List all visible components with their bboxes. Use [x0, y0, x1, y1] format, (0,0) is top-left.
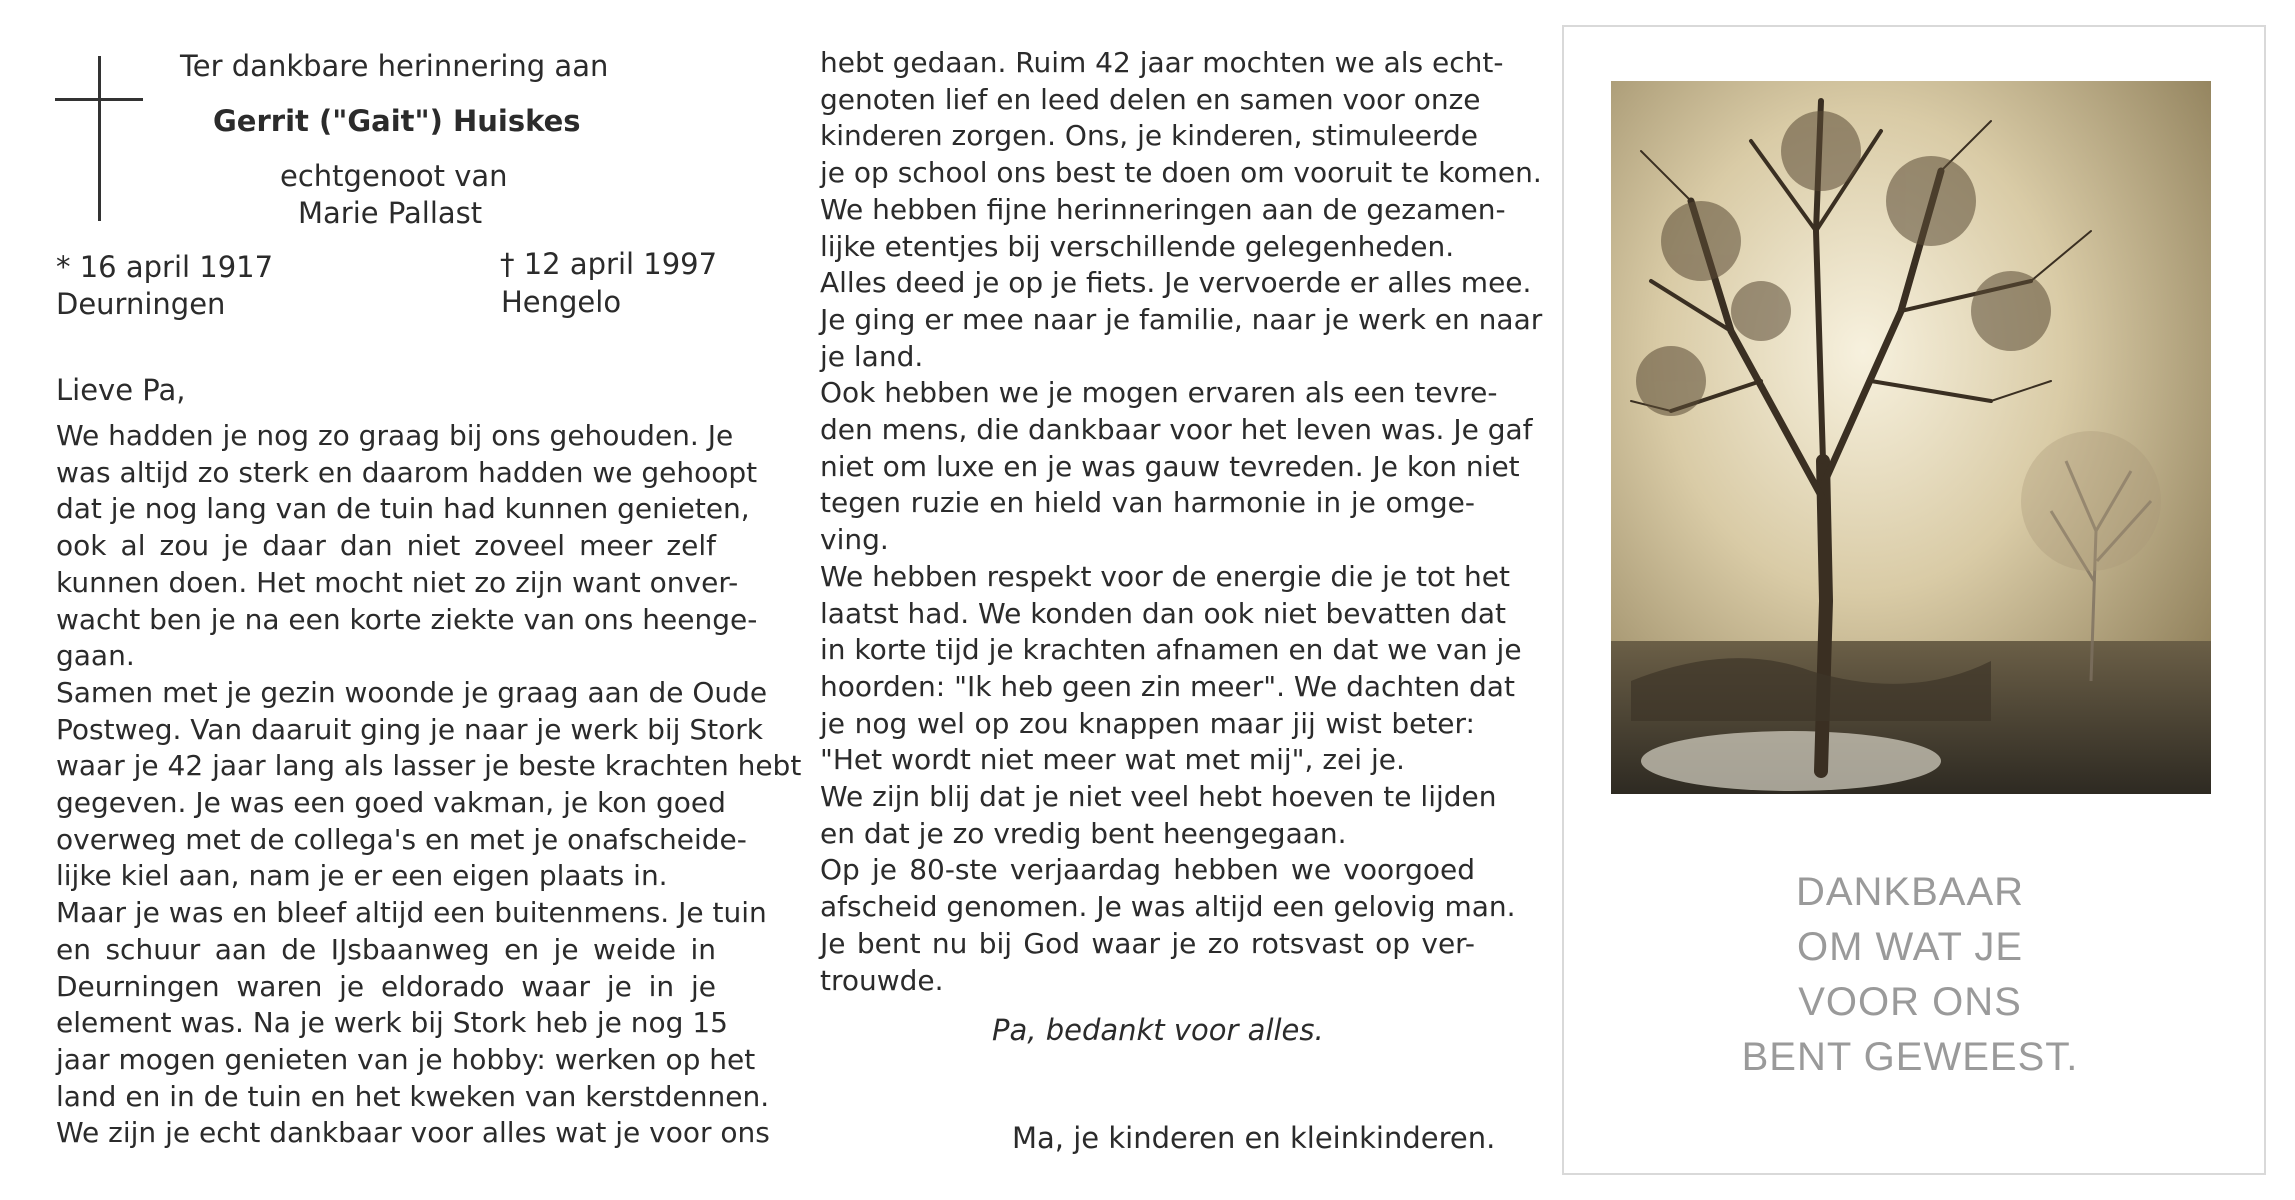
text-line: laatst had. We konden dan ook niet bevatten dat [820, 596, 1506, 630]
text-line: gaan. [56, 639, 135, 673]
text-line: We zijn je echt dankbaar voor alles wat je voor ons [56, 1116, 770, 1150]
text-line: kinderen zorgen. Ons, je kinderen, stimuleerde [820, 119, 1479, 153]
phrase-line: DANKBAAR [1795, 870, 2025, 914]
cross-icon-bar [55, 98, 143, 101]
text-line: afscheid genomen. Je was altijd een gelovig man. [820, 890, 1516, 924]
text-line: niet om luxe en je was gauw tevreden. Je kon niet [820, 449, 1520, 483]
text-line: je nog wel op zou knappen maar jij wist beter: [820, 706, 1475, 740]
text-line: gegeven. Je was een goed vakman, je kon goed [56, 786, 726, 819]
text-line: overweg met de collega's en met je onafscheide- [56, 822, 747, 856]
text-line: hoorden: "Ik heb geen zin meer". We dachten dat [820, 669, 1515, 703]
text-line: je op school ons best te doen om vooruit te komen. [820, 156, 1542, 190]
text-line: trouwde. [820, 963, 944, 997]
text-line: Maar je was en bleef altijd een buitenmens. Je tuin [56, 896, 767, 930]
text-line: land en in de tuin en het kweken van kerstdennen. [56, 1079, 770, 1113]
thanks-line: Pa, bedankt voor alles. [992, 1013, 1324, 1047]
text-line: "Het wordt niet meer wat met mij", zei je. [820, 743, 1405, 777]
text-line: Je bent nu bij God waar je zo rotsvast op ver- [820, 926, 1475, 960]
text-line: ook al zou je daar dan niet zoveel meer zelf [56, 529, 716, 563]
text-line: kunnen doen. Het mocht niet zo zijn want onver- [56, 565, 739, 599]
intro-text: Ter dankbare herinnering aan [180, 49, 609, 83]
birth-place: Deurningen [56, 287, 226, 321]
cross-icon [98, 56, 101, 221]
text-line: jaar mogen genieten van je hobby: werken op het [56, 1042, 756, 1076]
phrase-line: BENT GEWEEST. [1741, 1035, 2079, 1079]
text-line: en dat je zo vredig bent heengegaan. [820, 816, 1347, 850]
birth-date: * 16 april 1917 [56, 250, 274, 284]
text-line: was altijd zo sterk en daarom hadden we gehoopt [56, 455, 758, 489]
text-line: element was. Na je werk bij Stork heb je nog 15 [56, 1006, 728, 1040]
text-line: dat je nog lang van de tuin had kunnen genieten, [56, 492, 750, 526]
text-line: waar je 42 jaar lang als lasser je beste krachten hebt [56, 749, 802, 783]
text-line: tegen ruzie en hield van harmonie in je omge- [820, 486, 1475, 520]
text-line: Ook hebben we je mogen ervaren als een tevre- [820, 376, 1498, 410]
text-line: We hadden je nog zo graag bij ons gehouden. Je [56, 419, 734, 452]
text-line: wacht ben je na een korte ziekte van ons heenge- [56, 602, 758, 636]
text-line: Deurningen waren je eldorado waar je in je [56, 969, 716, 1003]
salutation: Lieve Pa, [56, 373, 186, 407]
text-line: lijke etentjes bij verschillende gelegenheden. [820, 229, 1455, 263]
text-line: Postweg. Van daaruit ging je naar je werk bij Stork [56, 712, 763, 746]
text-line: Alles deed je op je fiets. Je vervoerde er alles mee. [820, 266, 1532, 300]
signature: Ma, je kinderen en kleinkinderen. [1012, 1121, 1496, 1155]
text-line: Samen met je gezin woonde je graag aan de Oude [56, 675, 768, 709]
text-line: genoten lief en leed delen en samen voor onze [820, 82, 1481, 116]
text-line: ving. [820, 523, 889, 557]
text-line: Op je 80-ste verjaardag hebben we voorgoed [820, 853, 1475, 887]
text-line: We zijn blij dat je niet veel hebt hoeven te lijden [820, 780, 1497, 813]
text-line: lijke kiel aan, nam je er een eigen plaats in. [56, 859, 668, 893]
deceased-name: Gerrit ("Gait") Huiskes [213, 104, 581, 138]
text-line: Je ging er mee naar je familie, naar je werk en naar [820, 302, 1543, 336]
text-line: hebt gedaan. Ruim 42 jaar mochten we als echt- [820, 46, 1504, 79]
phrase-line: OM WAT JE [1796, 925, 2024, 969]
text-line: We hebben respekt voor de energie die je tot het [820, 559, 1510, 593]
text-line: je land. [820, 339, 924, 373]
tree-photo [1611, 81, 2211, 794]
spouse-label: echtgenoot van [280, 159, 508, 193]
phrase-line: VOOR ONS [1798, 980, 2022, 1024]
text-line: in korte tijd je krachten afnamen en dat we van je [820, 633, 1522, 667]
death-place: Hengelo [501, 285, 622, 319]
text-line: We hebben fijne herinneringen aan de gezamen- [820, 192, 1506, 226]
spouse-name: Marie Pallast [298, 196, 483, 230]
text-line: den mens, die dankbaar voor het leven was. Je gaf [820, 413, 1533, 446]
death-date: † 12 april 1997 [500, 247, 718, 281]
text-line: en schuur aan de IJsbaanweg en je weide in [56, 932, 716, 966]
